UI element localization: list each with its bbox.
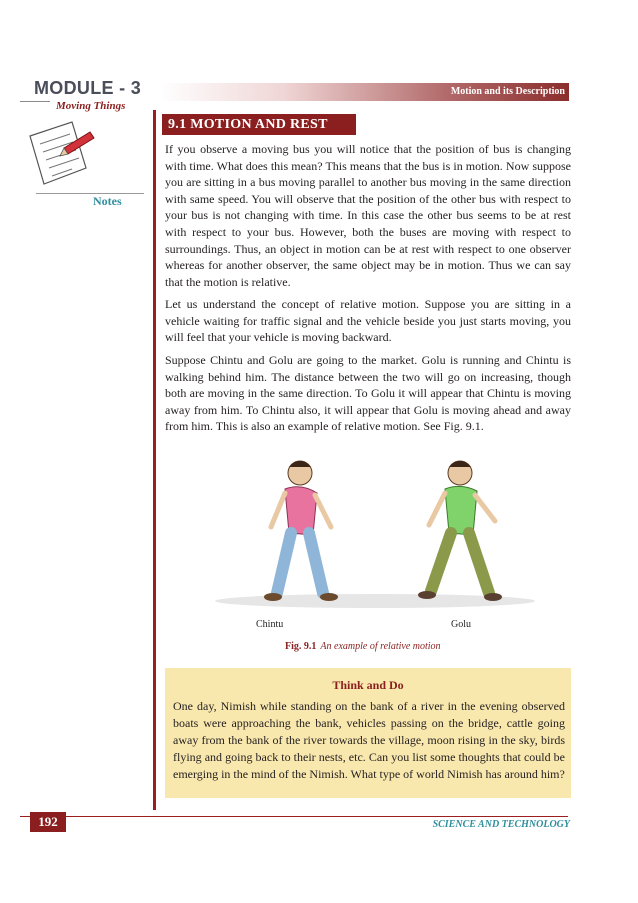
section-heading: 9.1 MOTION AND REST <box>162 114 356 135</box>
think-and-do-title: Think and Do <box>332 678 404 692</box>
book-title: SCIENCE AND TECHNOLOGY <box>432 819 570 830</box>
module-subtitle: Moving Things <box>56 100 126 112</box>
header-rule <box>20 101 50 102</box>
figure-number: Fig. 9.1 <box>285 641 317 652</box>
chapter-header-bar <box>160 83 569 101</box>
think-and-do-box <box>165 668 571 798</box>
figure-caption-text: An example of relative motion <box>320 641 441 652</box>
think-and-do-text: One day, Nimish while standing on the bank of a river in the evening observed boats were approaching the bank, vehicles passing on the bridge, cattle going away from the bank of the river towards the village, moon rising in the sky, birds flying and going back to their nests, etc. Can you list some thoughts that could be emerging in the mind of the Nimish. What type of world Nimish has around him? <box>173 699 565 781</box>
module-title: MODULE - 3 <box>34 78 142 98</box>
notes-pencil-icon <box>20 118 100 196</box>
relative-motion-illustration <box>205 455 545 613</box>
paragraph-2: Let us understand the concept of relative motion. Suppose you are sitting in a vehicle waiting for traffic signal and the vehicle beside you just starts moving, you will feel that your vehicle is moving backward. <box>165 297 571 345</box>
figure-label-chintu: Chintu <box>256 619 284 630</box>
footer-rule <box>20 816 568 817</box>
page-number: 192 <box>30 812 66 832</box>
paragraph-3: Suppose Chintu and Golu are going to the market. Golu is running and Chintu is walking behind him. The distance between the two will go on increasing, though both are moving in the same direction. To Golu it will appear that Chintu is moving away from him. To Chintu also, it will appear that Golu is moving ahead and away from him. This is also an example of relative motion. See Fig. 9.1. <box>165 353 571 434</box>
notes-label: Notes <box>93 194 122 208</box>
figure-label-golu: Golu <box>451 619 471 630</box>
margin-rule <box>153 110 156 810</box>
notes-rule <box>36 193 144 194</box>
chintu-figure <box>264 461 338 601</box>
figure-caption <box>285 641 441 652</box>
golu-figure <box>418 461 502 601</box>
paragraph-1: If you observe a moving bus you will notice that the position of bus is changing with time. What does this mean? This means that the bus is in motion. Now suppose you are sitting in a bus moving parallel to another bus moving in the same direction with same speed. You will observe that the position of the other bus with respect to your bus is not changing with time. In this case the other bus seems to be at rest with respect to your bus. However, both the buses are moving with respect to surroundings. Thus, an object in motion can be at rest with respect to one observer whereas for another observer, the same object may be in motion. Thus we can say that the motion is relative. <box>165 142 571 289</box>
chapter-title: Motion and its Description <box>450 86 565 97</box>
